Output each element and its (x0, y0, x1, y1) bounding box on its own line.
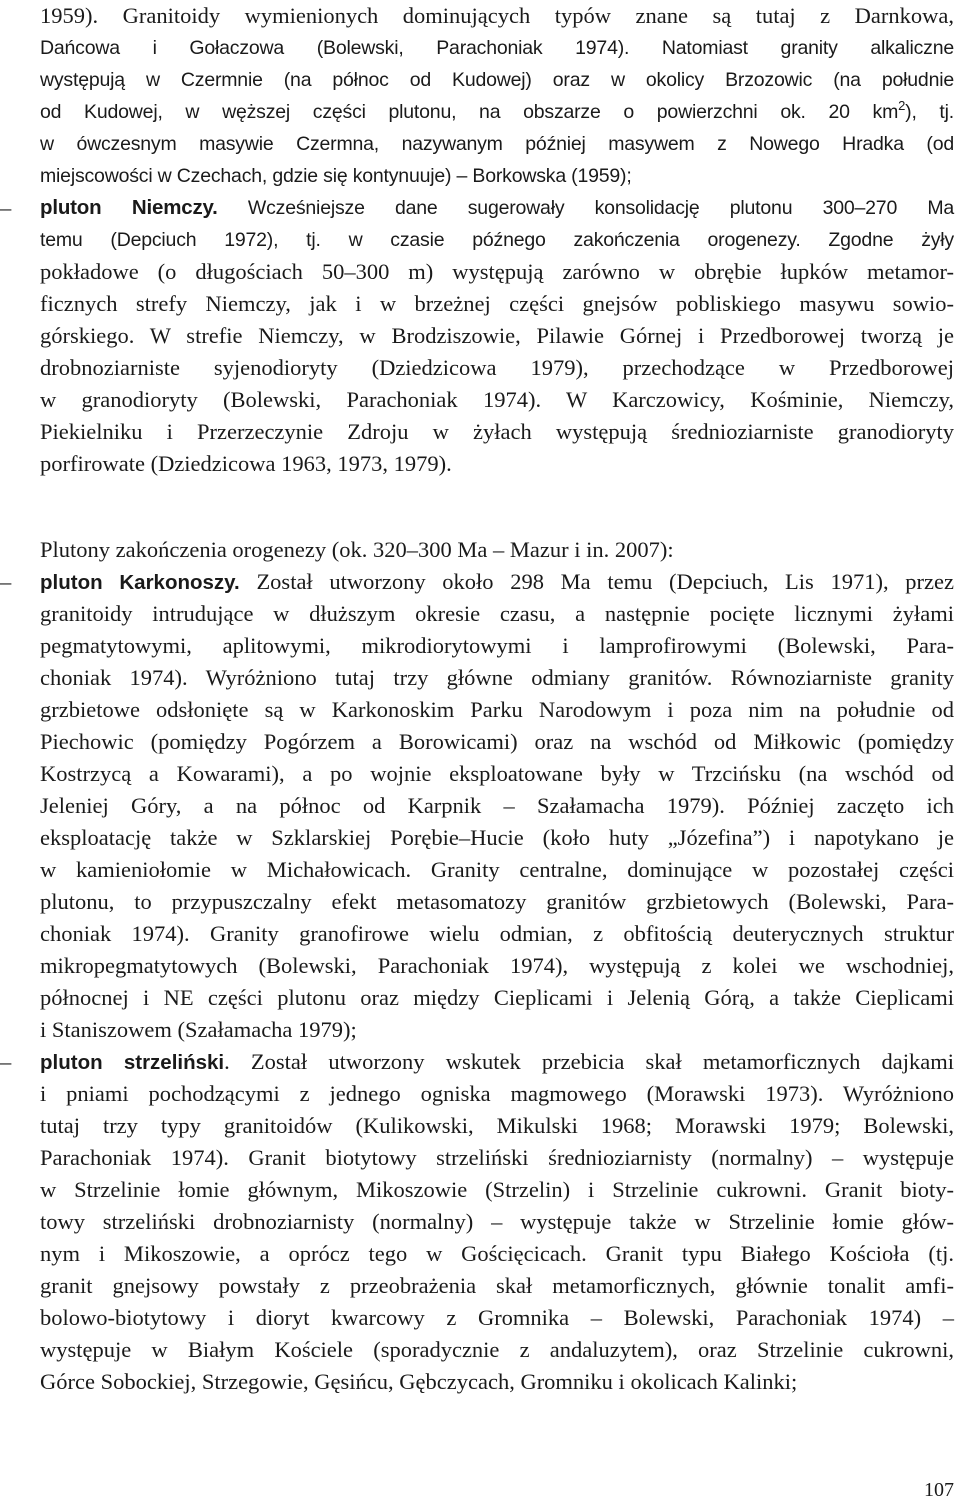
text-line: eksploatację także w Szklarskiej Porębie–Hucie (koło huty „Józefina”) i napotykano je (40, 825, 954, 850)
text-line: w Strzelinie łomie głównym, Mikoszowie (Strzelin) i Strzelinie cukrowni. Granit bioty- (40, 1177, 954, 1202)
list-item-first-line (40, 1046, 954, 1078)
page-number: 107 (924, 1479, 954, 1501)
list-item-first-line (40, 566, 954, 598)
text-line: występuje w Białym Kościele (sporadycznie z andaluzytem), oraz Strzelinie cukrowni, (40, 1337, 954, 1362)
text-segment: od Kudowej, w węższej części plutonu, na obszarze o powierzchni ok. 20 km (40, 101, 899, 123)
text-line: grzbietowe odsłonięte są w Karkonoskim Parku Narodowym i poza nim na południe od (40, 697, 954, 722)
text-segment: Został utworzony około 298 Ma temu (Depciuch, Lis 1971), przez (239, 569, 954, 594)
text-line: w kamieniołomie w Michałowicach. Granity centralne, dominujące w pozostałej części (40, 857, 954, 882)
text-line: Kostrzycą a Kowarami), a po wojnie eksploatowane były w Trzcińsku (na wschód od (40, 761, 954, 786)
text-segment: . Został utworzony wskutek przebicia skał metamorficznych dajkami (224, 1049, 954, 1074)
text-line: drobnoziarniste syjenodioryty (Dziedzicowa 1979), przechodzące w Przedborowej (40, 355, 954, 380)
list-item-first-line (40, 192, 954, 224)
text-line: choniak 1974). Wyróżniono tutaj trzy główne odmiany granitów. Równoziarniste granity (40, 665, 954, 690)
text-line: i pniami pochodzącymi z jednego ogniska magmowego (Morawski 1973). Wyróżniono (40, 1081, 954, 1106)
list-dash: – (0, 1049, 12, 1074)
text-line: Górce Sobockiej, Strzegowie, Gęsińcu, Gębczycach, Gromniku i okolicach Kalinki; (40, 1369, 798, 1394)
text-line: Piekielniku i Przerzeczynie Zdroju w żyłach występują średnioziarniste granodioryty (40, 419, 954, 444)
text-line (40, 96, 954, 128)
item-lead-term: pluton Niemczy. (40, 196, 218, 219)
list-dash: – (0, 195, 12, 220)
text-line: miejscowości w Czechach, gdzie się kontynuuje) – Borkowska (1959); (40, 165, 632, 187)
text-line: w ówczesnym masywie Czermna, nazywanym później masywem z Nowego Hradka (od (40, 133, 954, 155)
text-line: bolowo-biotytowy i dioryt kwarcowy z Gromnika – Bolewski, Parachoniak 1974) – (40, 1305, 954, 1330)
text-line: Parachoniak 1974). Granit biotytowy strzeliński średnioziarnisty (normalny) – występuje (40, 1145, 954, 1170)
item-lead-term: pluton Karkonoszy. (40, 571, 240, 594)
text-line: północnej i NE części plutonu oraz między Cieplicami i Jelenią Górą, a także Cieplicami (40, 985, 954, 1010)
text-line: górskiego. W strefie Niemczy, w Brodziszowie, Pilawie Górnej i Przedborowej tworzą je (40, 323, 954, 348)
list-dash: – (0, 569, 12, 594)
text-line: towy strzeliński drobnoziarnisty (normalny) – występuje także w Strzelinie łomie głów- (40, 1209, 954, 1234)
text-line: plutonu, to przypuszczalny efekt metasomatozy granitów grzbietowych (Bolewski, Para- (40, 889, 954, 914)
text-line: granitoidy intrudujące w dłuższym okresie czasu, a następnie pocięte licznymi żyłami (40, 601, 954, 626)
text-line: 1959). Granitoidy wymienionych dominujących typów znane są tutaj z Darnkowa, (40, 3, 954, 28)
text-line: porfirowate (Dziedzicowa 1963, 1973, 1979). (40, 451, 452, 476)
text-segment: Wcześniejsze dane sugerowały konsolidację plutonu 300–270 Ma (217, 197, 955, 219)
text-line: tutaj trzy typy granitoidów (Kulikowski, Mikulski 1968; Morawski 1979; Bolewski, (40, 1113, 954, 1138)
text-line: choniak 1974). Granity granofirowe wielu odmian, z obfitością deuterycznych struktur (40, 921, 954, 946)
text-line: mikropegmatytowych (Bolewski, Parachoniak 1974), występują z kolei we wschodniej, (40, 953, 954, 978)
text-line: Jeleniej Góry, a na północ od Karpnik – Szałamacha 1979). Później zaczęto ich (40, 793, 954, 818)
text-line: granit gnejsowy powstały z przeobrażenia skał metamorficznych, głównie tonalit amfi- (40, 1273, 954, 1298)
item-lead-term: pluton strzeliński (40, 1051, 225, 1074)
text-line: pegmatytowymi, aplitowymi, mikrodiorytowymi i lamprofirowymi (Bolewski, Para- (40, 633, 954, 658)
text-line: temu (Depciuch 1972), tj. w czasie późnego zakończenia orogenezy. Zgodne żyły (40, 229, 954, 251)
text-line: nym i Mikoszowie, a oprócz tego w Gościęcicach. Granit typu Białego Kościoła (tj. (40, 1241, 954, 1266)
text-line: i Staniszowem (Szałamacha 1979); (40, 1017, 357, 1042)
text-line: pokładowe (o długościach 50–300 m) występują zarówno w obrębie łupków metamor- (40, 259, 954, 284)
section-heading: Plutony zakończenia orogenezy (ok. 320–300 Ma – Mazur i in. 2007): (40, 537, 674, 562)
text-line: Dańcowa i Gołaczowa (Bolewski, Parachoniak 1974). Natomiast granity alkaliczne (40, 37, 954, 59)
text-line: w granodioryty (Bolewski, Parachoniak 1974). W Karczowicy, Kośminie, Niemczy, (40, 387, 954, 412)
superscript: 2 (898, 98, 906, 113)
text-line: występują w Czermnie (na północ od Kudowej) oraz w okolicy Brzozowic (na południe (40, 69, 954, 91)
text-line: Piechowic (pomiędzy Pogórzem a Borowicami) oraz na wschód od Miłkowic (pomiędzy (40, 729, 954, 754)
text-line: ficznych strefy Niemczy, jak i w brzeżnej części gnejsów pobliskiego masywu sowio- (40, 291, 954, 316)
text-segment: ), tj. (905, 101, 954, 123)
